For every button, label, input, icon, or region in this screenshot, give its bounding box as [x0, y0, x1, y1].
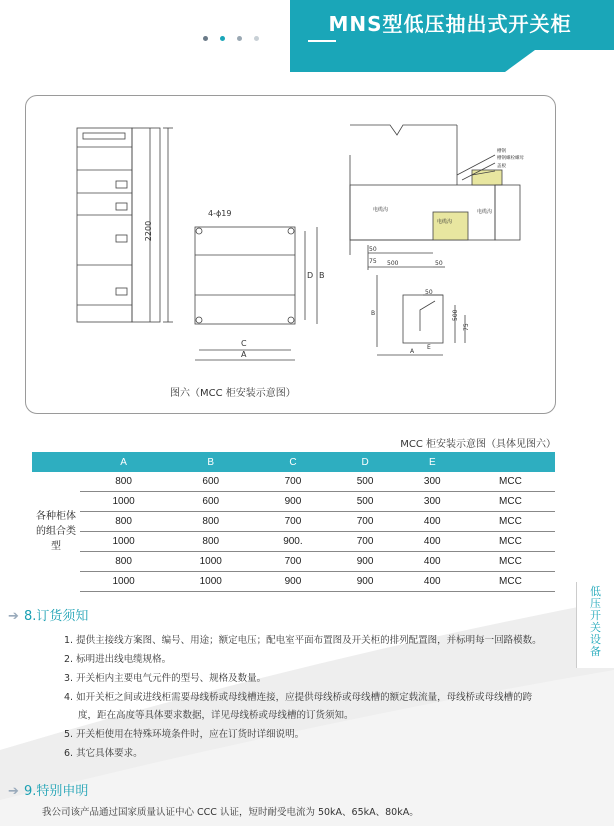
dim-2200: 2200	[144, 220, 153, 242]
col-header	[466, 452, 555, 472]
label-bolt: 槽钢螺栓螺母	[497, 156, 524, 161]
section-9-heading	[8, 780, 88, 799]
table-row: 1000 1000 900 900 400 MCC	[32, 572, 555, 592]
list-item: 5. 开关柜使用在特殊环境条件时，应在订货时详细说明。	[64, 729, 305, 740]
cabinet-outline	[77, 128, 132, 322]
section-8-list	[64, 634, 564, 760]
pager-dot-4	[254, 36, 259, 41]
side-tab-text: 低压开关设备	[590, 585, 601, 658]
table-row: 800 800 700 700 400 MCC	[32, 512, 555, 532]
dim-50b: 50	[435, 260, 443, 267]
table-row: 1000 600 900 500 300 MCC	[32, 492, 555, 512]
pager-dot-1	[203, 36, 208, 41]
list-item: 1. 提供主接线方案图、编号、用途；额定电压；配电室平面布置图及开关柜的排列配置图，并标明每一回路模数。	[64, 635, 542, 646]
label-cover: 盖板	[497, 164, 506, 169]
dim-d: D	[307, 271, 314, 280]
side-category-tab	[576, 582, 614, 668]
header-corner	[32, 452, 80, 472]
table-row: 800 1000 700 900 400 MCC	[32, 552, 555, 572]
cable-trench-a: 电缆沟	[373, 207, 389, 213]
figure-caption: 图六（MCC 柜安装示意图）	[170, 388, 296, 399]
section-9-text: 我公司该产品通过国家质量认证中心 CCC 认证，短时耐受电流为 50kA、65kA、80kA。	[42, 807, 419, 818]
col-header: C	[254, 452, 331, 472]
cable-trench-b: 电缆沟	[437, 219, 453, 225]
list-item: 6. 其它具体要求。	[64, 748, 143, 759]
col-header: B	[167, 452, 254, 472]
dim-b-2: B	[371, 310, 376, 317]
col-header: E	[399, 452, 466, 472]
installation-drawing	[25, 95, 555, 385]
dim-50c: 50	[425, 289, 433, 296]
dim-a: A	[241, 350, 247, 359]
title-underline	[308, 40, 336, 42]
section-8-title: 8.订货须知	[24, 609, 89, 624]
arrow-icon: ➔	[8, 609, 19, 624]
hole-label: 4-ϕ19	[208, 209, 232, 218]
dim-75a: 75	[369, 258, 377, 265]
table-row: 1000 800 900. 700 400 MCC	[32, 532, 555, 552]
dim-c: C	[241, 339, 247, 348]
dim-75b: 75	[463, 323, 470, 331]
cable-trench-c: 电缆沟	[477, 209, 493, 215]
list-item: 4. 如开关柜之间或进线柜需要母线桥或母线槽连接，应提供母线桥或母线槽的额定载流量，母线桥或母线槽的跨	[64, 692, 533, 703]
pager-dot-3	[237, 36, 242, 41]
row-head: 各种柜体的组合类型	[36, 511, 76, 553]
arrow-icon: ➔	[8, 784, 19, 799]
list-item: 度，距在高度等具体要求数据，详见母线桥或母线槽的订货须知。	[78, 710, 354, 721]
list-item: 2. 标明进出线电缆规格。	[64, 654, 172, 665]
pager-dot-2	[220, 36, 225, 41]
list-item: 3. 开关柜内主要电气元件的型号、规格及数量。	[64, 673, 267, 684]
page-title: MNS型低压抽出式开关柜	[328, 12, 572, 36]
base-plan	[195, 227, 295, 324]
spec-table	[32, 452, 555, 592]
col-header: D	[332, 452, 399, 472]
table-caption: MCC 柜安装示意图（具体见图六）	[400, 439, 556, 450]
table-row: 各种柜体的组合类型 800 600 700 500 300 MCC	[32, 472, 555, 492]
dim-50a: 50	[369, 246, 377, 253]
header-bar-tip	[290, 50, 540, 72]
dim-e: E	[427, 344, 431, 351]
dim-b: B	[319, 271, 325, 280]
label-ribbed: 槽钢	[497, 149, 506, 154]
col-header: A	[80, 452, 167, 472]
dim-500a: 500	[387, 260, 399, 267]
section-9-title: 9.特别申明	[24, 784, 89, 799]
dim-a-2: A	[410, 348, 415, 355]
section-8-heading	[8, 605, 88, 624]
dim-500b: 500	[452, 309, 459, 321]
